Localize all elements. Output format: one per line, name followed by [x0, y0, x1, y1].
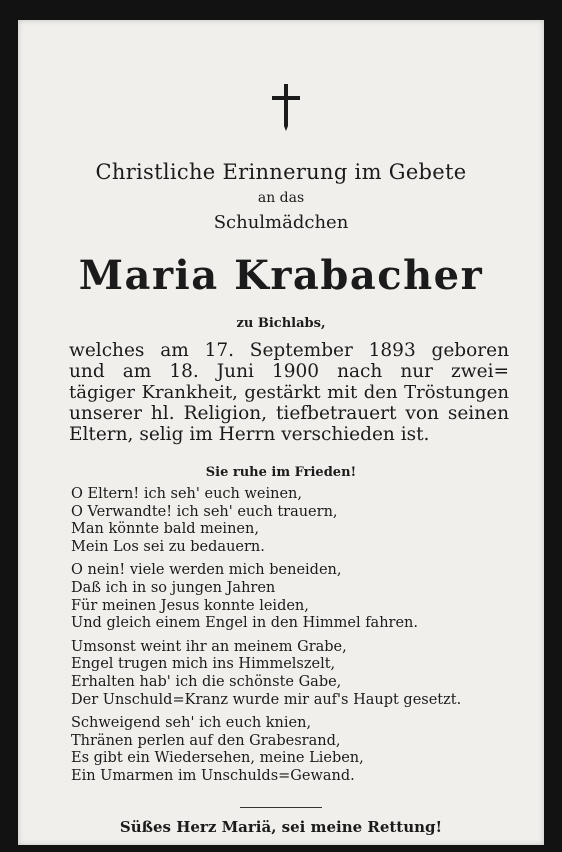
verse-line: Mein Los sei zu bedauern. — [71, 538, 265, 555]
stanza — [71, 715, 511, 785]
verse-line: Ein Umarmen im Unschulds=Gewand. — [71, 767, 355, 784]
verse-line: Es gibt ein Wiedersehen, meine Lieben, — [71, 750, 364, 767]
verse-line: Schweigend seh' ich euch knien, — [71, 715, 312, 732]
verse-line: O nein! viele werden mich beneiden, — [71, 562, 342, 579]
place-of-residence: zu Bichlabs, — [236, 316, 326, 331]
bio-line: Eltern, selig im Herrn verschieden ist. — [69, 424, 430, 445]
verse-line: Der Unschuld=Kranz wurde mir auf's Haupt gesetzt. — [71, 691, 462, 708]
deceased-name: Maria Krabacher — [78, 252, 484, 299]
verse-line: Erhalten hab' ich die schönste Gabe, — [71, 673, 342, 690]
poem — [71, 486, 511, 792]
stanza — [71, 639, 511, 709]
bio-line: tägiger Krankheit, gestärkt mit den Tröstungen — [69, 382, 509, 403]
verse-line: O Verwandte! ich seh' euch trauern, — [71, 503, 338, 520]
rest-in-peace: Sie ruhe im Frieden! — [205, 465, 357, 480]
biography-text — [69, 340, 509, 445]
verse-line: Und gleich einem Engel in den Himmel fahren. — [71, 615, 419, 632]
verse-line: Für meinen Jesus konnte leiden, — [71, 597, 309, 614]
verse-line: Engel trugen mich ins Himmelszelt, — [71, 656, 336, 673]
closing-prayer: Süßes Herz Mariä, sei meine Rettung! — [119, 818, 443, 836]
verse-line: Umsonst weint ihr an meinem Grabe, — [71, 638, 347, 655]
verse-line: O Eltern! ich seh' euch weinen, — [71, 486, 302, 502]
stanza — [71, 562, 511, 632]
heading-schoolgirl: Schulmädchen — [213, 212, 349, 233]
bio-line: unserer hl. Religion, tiefbetrauert von seinen — [69, 403, 509, 424]
stanza — [71, 486, 511, 556]
cross-icon — [268, 82, 304, 132]
memorial-card — [18, 20, 544, 845]
heading-remembrance: Christliche Erinnerung im Gebete — [95, 160, 467, 184]
heading-an-das: an das — [257, 190, 305, 206]
verse-line: Daß ich in so jungen Jahren — [71, 579, 276, 596]
bio-line: welches am 17. September 1893 geboren — [69, 340, 509, 361]
verse-line: Man könnte bald meinen, — [71, 521, 259, 538]
bio-line: und am 18. Juni 1900 nach nur zwei= — [69, 361, 509, 382]
divider — [240, 807, 322, 808]
verse-line: Thränen perlen auf den Grabesrand, — [71, 732, 341, 749]
